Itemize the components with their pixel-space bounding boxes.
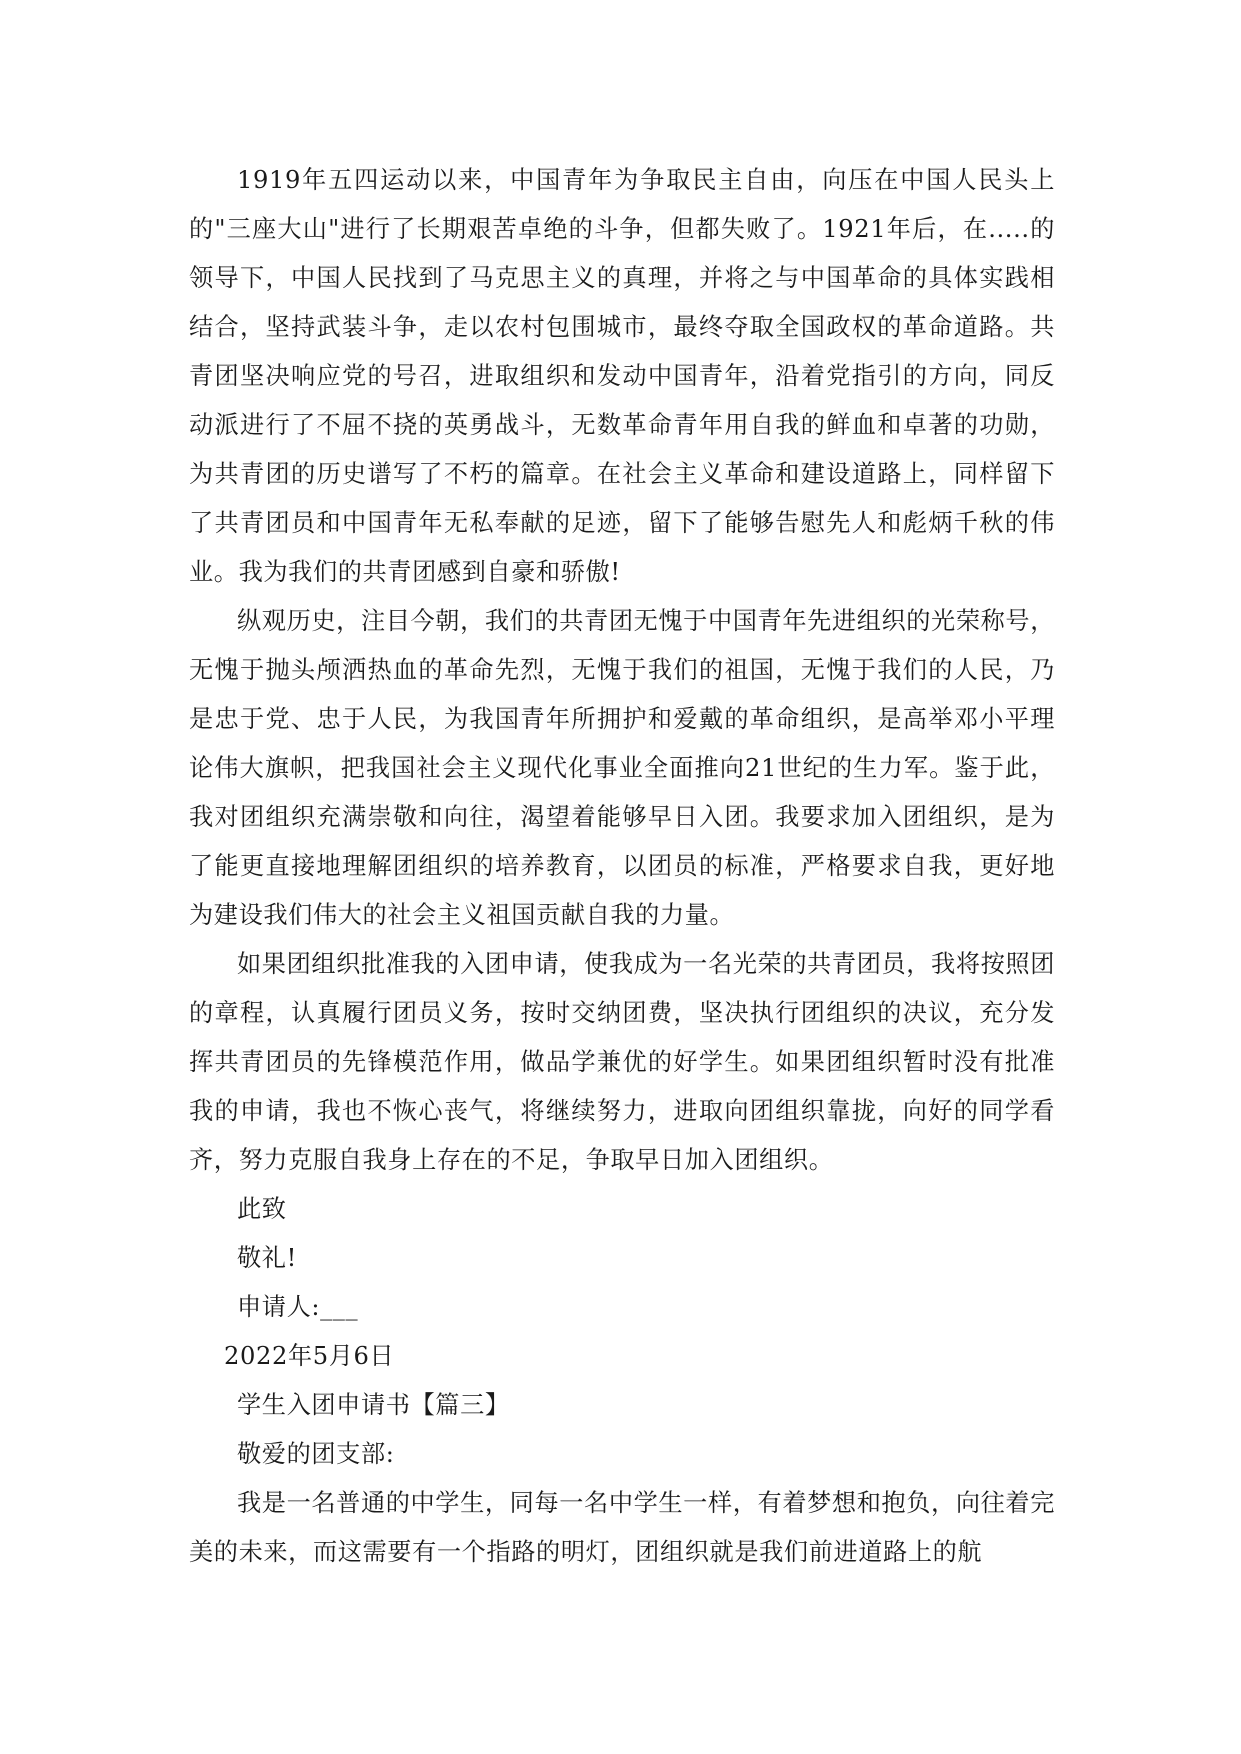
section-title: 学生入团申请书【篇三】 [237,1391,510,1419]
paragraph-intro: 我是一名普通的中学生，同每一名中学生一样，有着梦想和抱负，向往着完美的未来，而这需要有一个指路的明灯，团组织就是我们前进道路上的航 [189,1489,1055,1566]
paragraph-reflection: 纵观历史，注目今朝，我们的共青团无愧于中国青年先进组织的光荣称号，无愧于抛头颅洒热血的革命先烈，无愧于我们的祖国，无愧于我们的人民，乃是忠于党、忠于人民，为我国青年所拥护和爱戴的革命组织，是高举邓小平理论伟大旗帜，把我国社会主义现代化事业全面推向21世纪的生力军。鉴于此，我对团组织充满崇敬和向往，渴望着能够早日入团。我要求加入团组织，是为了能更直接地理解团组织的培养教育，以团员的标准，严格要求自我，更好地为建设我们伟大的社会主义祖国贡献自我的力量。 [189,607,1055,929]
applicant-signature: 申请人:___ [237,1293,359,1321]
paragraph-history: 1919年五四运动以来，中国青年为争取民主自由，向压在中国人民头上的"三座大山"进行了长期艰苦卓绝的斗争，但都失败了。1921年后，在.....的领导下，中国人民找到了马克思主义的真理，并将之与中国革命的具体实践相结合，坚持武装斗争，走以农村包围城市，最终夺取全国政权的革命道路。共青团坚决响应党的号召，进取组织和发动中国青年，沿着党指引的方向，同反动派进行了不屈不挠的英勇战斗，无数革命青年用自我的鲜血和卓著的功勋，为共青团的历史谱写了不朽的篇章。在社会主义革命和建设道路上，同样留下了共青团员和中国青年无私奉献的足迹，留下了能够告慰先人和彪炳千秋的伟业。我为我们的共青团感到自豪和骄傲! [189,166,1055,586]
closing-greeting: 此致 [237,1195,287,1223]
document-body [189,156,1055,1577]
paragraph-pledge: 如果团组织批准我的入团申请，使我成为一名光荣的共青团员，我将按照团的章程，认真履行团员义务，按时交纳团费，坚决执行团组织的决议，充分发挥共青团员的先锋模范作用，做品学兼优的好学生。如果团组织暂时没有批准我的申请，我也不恢心丧气，将继续努力，进取向团组织靠拢，向好的同学看齐，努力克服自我身上存在的不足，争取早日加入团组织。 [189,950,1055,1174]
salutation: 敬爱的团支部: [237,1440,395,1468]
closing-salute: 敬礼! [237,1244,297,1272]
application-date: 2022年5月6日 [224,1342,395,1370]
